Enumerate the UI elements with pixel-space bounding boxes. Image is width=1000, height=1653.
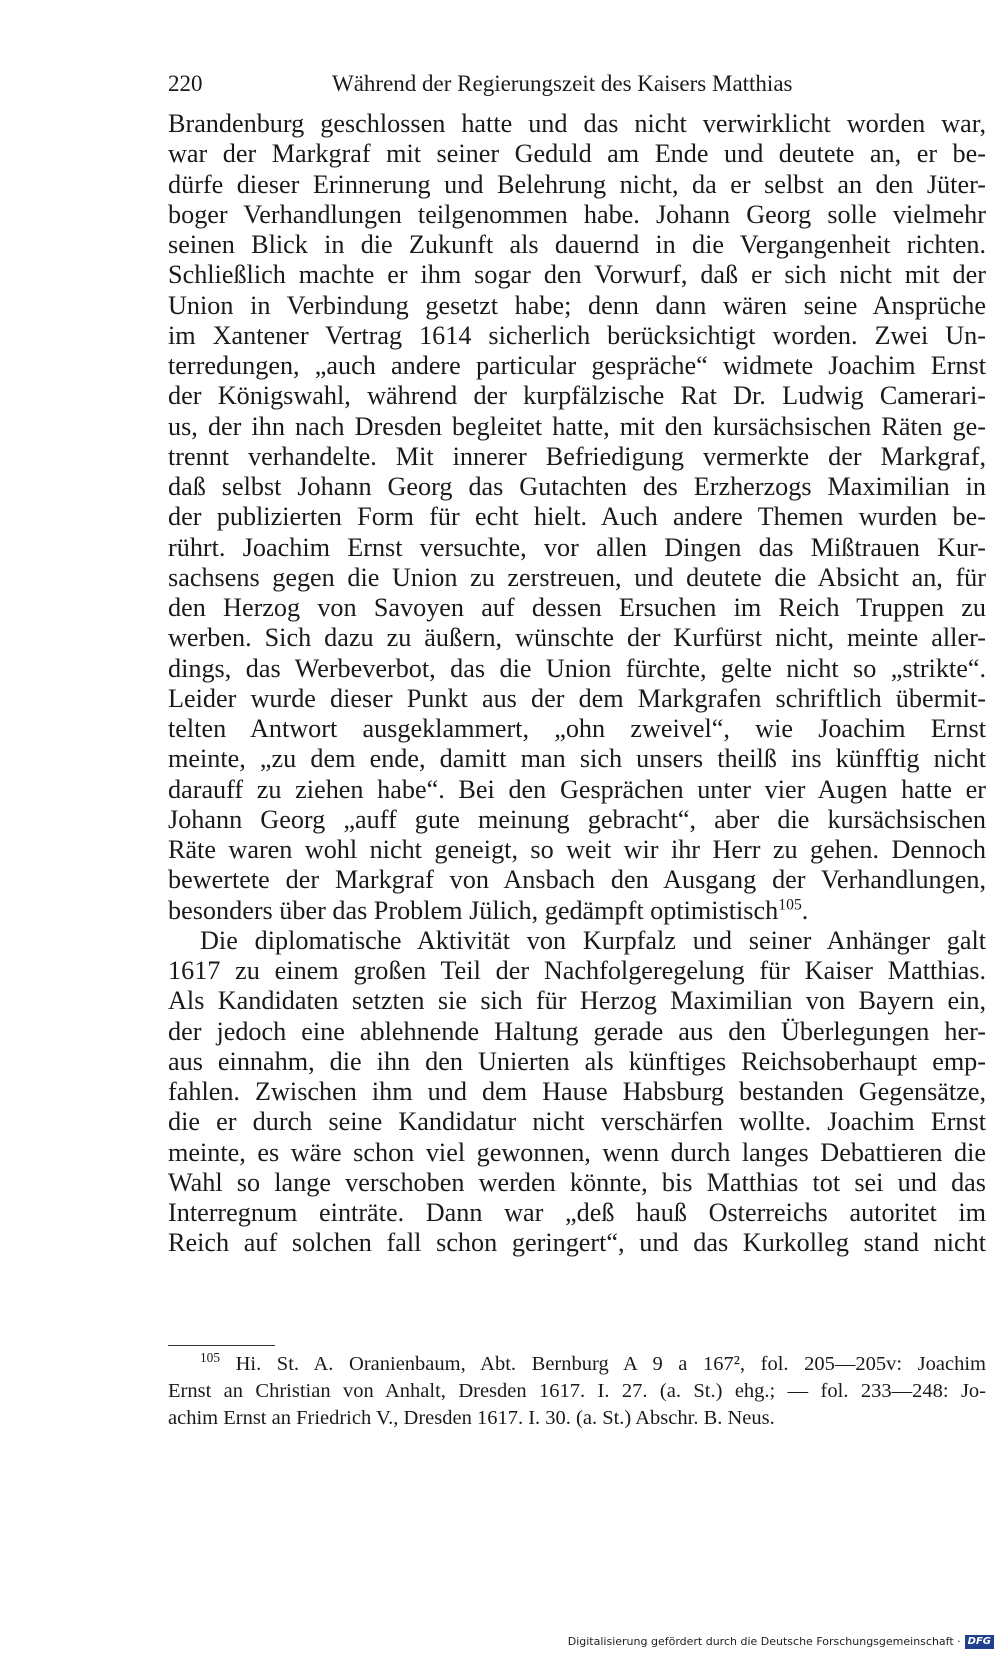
footnote-105 xyxy=(168,1351,986,1432)
text-line: der Königswahl, während der kurpfälzische Rat Dr. Ludwig Camerari- xyxy=(168,381,986,411)
running-header xyxy=(168,64,986,104)
footnote-line: achim Ernst an Friedrich V., Dresden 1617. I. 30. (a. St.) Abschr. B. Neus. xyxy=(168,1407,775,1429)
text-line: werben. Sich dazu zu äußern, wünschte der Kurfürst nicht, meinte aller- xyxy=(168,623,986,653)
text-line: daß selbst Johann Georg das Gutachten des Erzherzogs Maximilian in xyxy=(168,472,986,501)
text-line: Brandenburg geschlossen hatte und das nicht verwirklicht worden war, xyxy=(168,109,986,138)
text-line: meinte, es wäre schon viel gewonnen, wenn durch langes Debattieren die xyxy=(168,1137,986,1167)
text-line: Leider wurde dieser Punkt aus der dem Markgrafen schriftlich übermit- xyxy=(168,683,986,713)
text-line: aus einnahm, die ihn den Unierten als künftiges Reichsoberhaupt emp- xyxy=(168,1046,986,1076)
running-title: Während der Regierungszeit des Kaisers Matthias xyxy=(332,71,793,96)
text-line: war der Markgraf mit seiner Geduld am Ende und deutete an, er be- xyxy=(168,139,986,169)
text-line: Schließlich machte er ihm sogar den Vorwurf, daß er sich nicht mit der xyxy=(168,260,986,290)
text-line: sachsens gegen die Union zu zerstreuen, und deutete die Absicht an, für xyxy=(168,562,986,592)
text-line: boger Verhandlungen teilgenommen habe. Johann Georg solle vielmehr xyxy=(168,199,986,229)
text-line: rührt. Joachim Ernst versuchte, vor allen Dingen das Mißtrauen Kur- xyxy=(168,532,986,562)
footnote-divider xyxy=(168,1345,275,1346)
text-line: der jedoch eine ablehnende Haltung gerade aus den Überlegungen her- xyxy=(168,1016,986,1046)
text-line-body: besonders über das Problem Jülich, gedämpft optimistisch xyxy=(168,895,779,925)
text-line: Räte waren wohl nicht geneigt, so weit wir ihr Herr zu gehen. Dennoch xyxy=(168,835,986,864)
footnote-number: 105 xyxy=(200,1350,220,1366)
text-line: bewertete der Markgraf von Ansbach den Ausgang der Verhandlungen, xyxy=(168,865,986,895)
text-line: die er durch seine Kandidatur nicht verschärfen wollte. Joachim Ernst xyxy=(168,1107,986,1137)
text-line: Wahl so lange verschoben werden könnte, bis Matthias tot sei und das xyxy=(168,1167,986,1197)
page-number: 220 xyxy=(168,71,203,96)
text-line: seinen Blick in die Zukunft als dauernd in die Vergangenheit richten. xyxy=(168,230,986,259)
text-line: trennt verhandelte. Mit innerer Befriedigung vermerkte der Markgraf, xyxy=(168,441,986,471)
text-line: Reich auf solchen fall schon geringert“, und das Kurkolleg stand nicht xyxy=(168,1228,986,1258)
text-line: Johann Georg „auff gute meinung gebracht“, aber die kursächsischen xyxy=(168,804,986,834)
footnote-ref-105[interactable]: 105 xyxy=(778,895,802,913)
text-line: Interregnum einträte. Dann war „deß hauß Osterreichs autoritet im xyxy=(168,1198,986,1227)
text-line: den Herzog von Savoyen auf dessen Ersuchen im Reich Truppen zu xyxy=(168,593,986,622)
text-line: Die diplomatische Aktivität von Kurpfalz und seiner Anhänger galt xyxy=(200,925,986,955)
text-line: Union in Verbindung gesetzt habe; denn dann wären seine Ansprüche xyxy=(168,290,986,320)
paragraph-1 xyxy=(168,109,986,926)
body-text xyxy=(168,109,986,1259)
footnote-line-text: Hi. St. A. Oranienbaum, Abt. Bernburg A 9 a 167², fol. 205—205v: Joachim xyxy=(219,1353,986,1375)
text-line: fahlen. Zwischen ihm und dem Hause Habsburg bestanden Gegensätze, xyxy=(168,1077,986,1106)
text-line: telten Antwort ausgeklammert, „ohn zweivel“, wie Joachim Ernst xyxy=(168,714,986,743)
text-line: im Xantener Vertrag 1614 sicherlich berücksichtigt worden. Zwei Un- xyxy=(168,320,986,350)
text-line: dings, das Werbeverbot, das die Union fürchte, gelte nicht so „strikte“. xyxy=(168,653,986,683)
text-line: der publizierten Form für echt hielt. Auch andere Themen wurden be- xyxy=(168,502,986,532)
text-line: terredungen, „auch andere particular gespräche“ widmete Joachim Ernst xyxy=(168,351,986,380)
text-line: us, der ihn nach Dresden begleitet hatte, mit den kursächsischen Räten ge- xyxy=(168,411,986,441)
dfg-logo-icon[interactable]: DFG xyxy=(965,1635,994,1649)
text-line-last xyxy=(168,896,986,926)
banner-text: Digitalisierung gefördert durch die Deutsche Forschungsgemeinschaft · xyxy=(567,1635,961,1648)
digitization-banner xyxy=(568,1634,994,1650)
text-line: Als Kandidaten setzten sie sich für Herzog Maximilian von Bayern ein, xyxy=(168,986,986,1016)
text-line: dürfe dieser Erinnerung und Belehrung nicht, da er selbst an den Jüter- xyxy=(168,169,986,199)
footnote-line xyxy=(168,1351,986,1378)
text-line-tail: . xyxy=(801,895,809,925)
text-line: darauff zu ziehen habe“. Bei den Gesprächen unter vier Augen hatte er xyxy=(168,774,986,804)
text-line: meinte, „zu dem ende, damitt man sich unsers theilß ins künfftig nicht xyxy=(168,744,986,774)
paragraph-2 xyxy=(168,926,986,1259)
footnote-line: Ernst an Christian von Anhalt, Dresden 1617. I. 27. (a. St.) ehg.; — fol. 233—248: Jo- xyxy=(168,1380,986,1402)
text-line: 1617 zu einem großen Teil der Nachfolgeregelung für Kaiser Matthias. xyxy=(168,956,986,985)
